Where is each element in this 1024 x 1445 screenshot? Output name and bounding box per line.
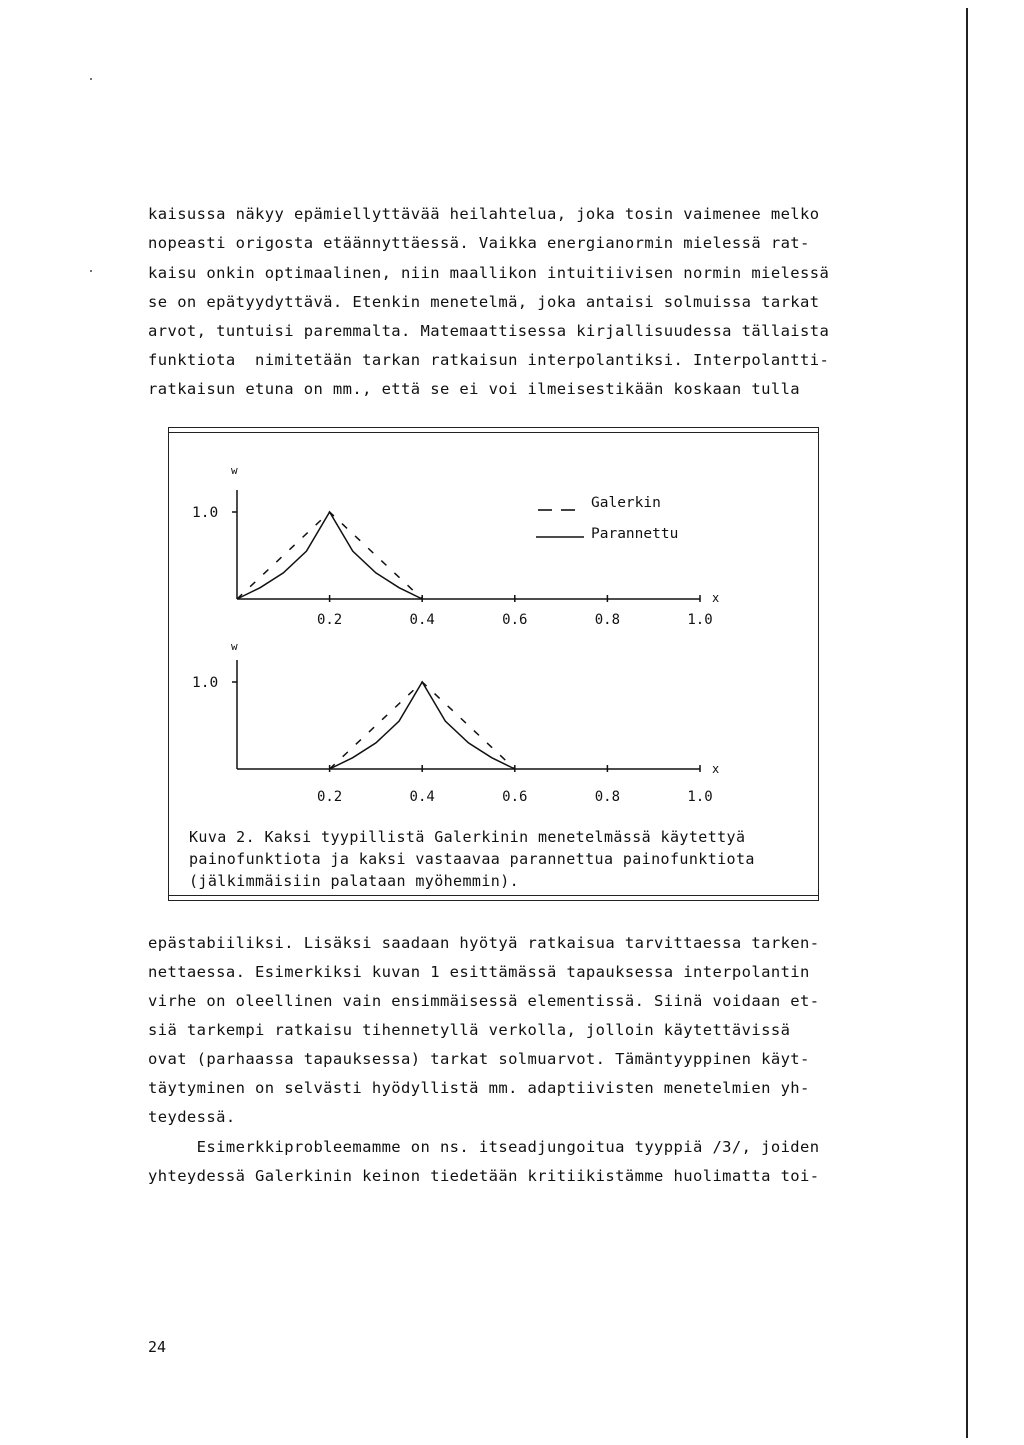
text-line: täytyminen on selvästi hyödyllistä mm. adaptiivisten menetelmien yh- [148,1079,810,1097]
text-line: ovat (parhaassa tapauksessa) tarkat solmuarvot. Tämäntyyppinen käyt- [148,1050,810,1068]
x-tick-label: 0.4 [409,612,435,628]
x-tick-label: 0.6 [502,612,528,628]
caption-line: Kuva 2. Kaksi tyypillistä Galerkinin menetelmässä käytettyä [189,828,746,846]
caption-line: (jälkimmäisiin palataan myöhemmin). [189,872,520,890]
x-axis-label: x [712,591,720,605]
legend-label-galerkin: Galerkin [591,495,661,511]
x-tick-label: 1.0 [687,789,713,805]
text-line: siä tarkempi ratkaisu tihennetyllä verkolla, jolloin käytettävissä [148,1021,791,1039]
x-tick-label: 1.0 [687,612,713,628]
caption-line: painofunktiota ja kaksi vastaavaa parannettua painofunktiota [189,850,755,868]
x-tick-label: 0.2 [316,789,343,805]
x-tick-label: 0.8 [594,789,621,805]
x-axis-label: x [712,762,720,776]
x-tick-label: 0.4 [409,789,435,805]
text-line: teydessä. [148,1108,236,1126]
y-axis-label: w [231,464,238,477]
legend-label-parannettu: Parannettu [591,526,679,542]
plot-top [192,464,719,628]
series-galerkin-line [330,682,515,769]
text-line: kaisu onkin optimaalinen, niin maallikon intuitiivisen normin mielessä [148,264,830,282]
series-parannettu-line [237,512,422,599]
text-line: funktiota nimitetään tarkan ratkaisun interpolantiksi. Interpolantti- [148,351,830,369]
series-galerkin-line [237,512,422,599]
plot-bottom [192,640,719,805]
text-line: Esimerkkiprobleemamme on ns. itseadjungoitua tyyppiä /3/, joiden [148,1138,820,1156]
text-line: ratkaisun etuna on mm., että se ei voi ilmeisestikään koskaan tulla [148,380,801,398]
text-line: se on epätyydyttävä. Etenkin menetelmä, joka antaisi solmuissa tarkat [148,293,820,311]
y-axis-label: w [231,640,238,653]
x-tick-label: 0.6 [502,789,528,805]
x-tick-label: 0.8 [594,612,621,628]
text-line: kaisussa näkyy epämiellyttävää heilahtelua, joka tosin vaimenee melko [148,205,820,223]
text-line: yhteydessä Galerkinin keinon tiedetään kritiikistämme huolimatta toi- [148,1167,820,1185]
text-line: nopeasti origosta etäännyttäessä. Vaikka energianormin mielessä rat- [148,234,810,252]
y-tick-label: 1.0 [192,675,219,691]
text-line: epästabiiliksi. Lisäksi saadaan hyötyä ratkaisua tarvittaessa tarken- [148,934,820,952]
x-tick-label: 0.2 [316,612,343,628]
series-parannettu-line [330,682,515,769]
y-tick-label: 1.0 [192,505,219,521]
text-line: virhe on oleellinen vain ensimmäisessä elementissä. Siinä voidaan et- [148,992,820,1010]
page-number: 24 [148,1338,167,1356]
text-line: nettaessa. Esimerkiksi kuvan 1 esittämässä tapauksessa interpolantin [148,963,810,981]
text-line: arvot, tuntuisi paremmalta. Matemaattisessa kirjallisuudessa tällaista [148,322,830,340]
legend [536,495,678,542]
